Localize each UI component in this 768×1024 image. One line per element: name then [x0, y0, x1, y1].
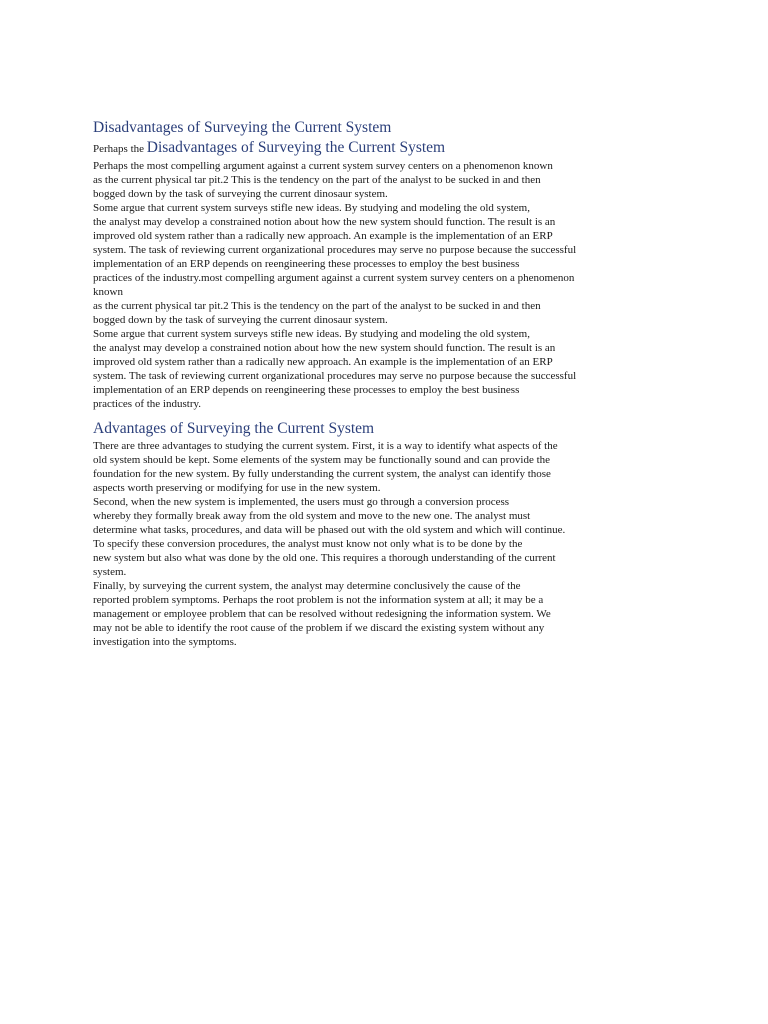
intro-heading: Disadvantages of Surveying the Current System	[146, 139, 446, 156]
section-heading-disadvantages: Disadvantages of Surveying the Current System	[93, 119, 392, 136]
text-line: the analyst may develop a constrained notion about how the new system should function. The result is an	[93, 342, 556, 354]
text-line: may not be able to identify the root cause of the problem if we discard the existing system without any	[93, 622, 545, 634]
advantages-body	[93, 439, 668, 649]
text-line: To specify these conversion procedures, the analyst must know not only what is to be done by the	[93, 538, 523, 550]
section-heading-advantages: Advantages of Surveying the Current System	[93, 420, 375, 437]
text-line: Finally, by surveying the current system, the analyst may determine conclusively the cause of the	[93, 580, 521, 592]
section-disadvantages	[93, 118, 668, 411]
text-line: bogged down by the task of surveying the current dinosaur system.	[93, 188, 388, 200]
text-line: practices of the industry.most compelling argument against a current system survey centers on a phenomenon	[93, 272, 575, 284]
text-line: practices of the industry.	[93, 398, 202, 410]
text-line: improved old system rather than a radically new approach. An example is the implementation of an ERP	[93, 230, 553, 242]
text-line: the analyst may develop a constrained notion about how the new system should function. The result is an	[93, 216, 556, 228]
document-page	[93, 118, 668, 649]
intro-line	[93, 138, 668, 159]
text-line: management or employee problem that can be resolved without redesigning the information system. We	[93, 608, 551, 620]
text-line: Some argue that current system surveys stifle new ideas. By studying and modeling the old system,	[93, 202, 530, 214]
text-line: Perhaps the most compelling argument against a current system survey centers on a phenomenon known	[93, 160, 553, 172]
text-line: implementation of an ERP depends on reengineering these processes to employ the best business	[93, 258, 520, 270]
text-line: bogged down by the task of surveying the current dinosaur system.	[93, 314, 388, 326]
text-line: determine what tasks, procedures, and data will be phased out with the old system and which will continue.	[93, 524, 566, 536]
text-line: as the current physical tar pit.2 This is the tendency on the part of the analyst to be sucked in and then	[93, 300, 541, 312]
text-line: Some argue that current system surveys stifle new ideas. By studying and modeling the old system,	[93, 328, 530, 340]
text-line: Second, when the new system is implemented, the users must go through a conversion process	[93, 496, 510, 508]
text-line: There are three advantages to studying the current system. First, it is a way to identify what aspects of the	[93, 440, 558, 452]
intro-prefix: Perhaps the	[93, 143, 147, 155]
text-line: system. The task of reviewing current organizational procedures may serve no purpose because the successful	[93, 370, 577, 382]
text-line: new system but also what was done by the old one. This requires a thorough understanding of the current	[93, 552, 556, 564]
text-line: whereby they formally break away from the old system and move to the new one. The analyst must	[93, 510, 531, 522]
text-line: system.	[93, 566, 127, 578]
text-line: investigation into the symptoms.	[93, 636, 237, 648]
section-gap	[93, 411, 668, 419]
section-advantages	[93, 419, 668, 649]
text-line: system. The task of reviewing current organizational procedures may serve no purpose because the successful	[93, 244, 577, 256]
text-line: aspects worth preserving or modifying for use in the new system.	[93, 482, 381, 494]
text-line: foundation for the new system. By fully understanding the current system, the analyst can identify those	[93, 468, 551, 480]
text-line: known	[93, 286, 123, 298]
text-line: implementation of an ERP depends on reengineering these processes to employ the best business	[93, 384, 520, 396]
text-line: reported problem symptoms. Perhaps the root problem is not the information system at all; it may be a	[93, 594, 544, 606]
text-line: as the current physical tar pit.2 This is the tendency on the part of the analyst to be sucked in and then	[93, 174, 541, 186]
disadvantages-body	[93, 159, 668, 411]
text-line: improved old system rather than a radically new approach. An example is the implementation of an ERP	[93, 356, 553, 368]
text-line: old system should be kept. Some elements of the system may be functionally sound and can provide the	[93, 454, 551, 466]
